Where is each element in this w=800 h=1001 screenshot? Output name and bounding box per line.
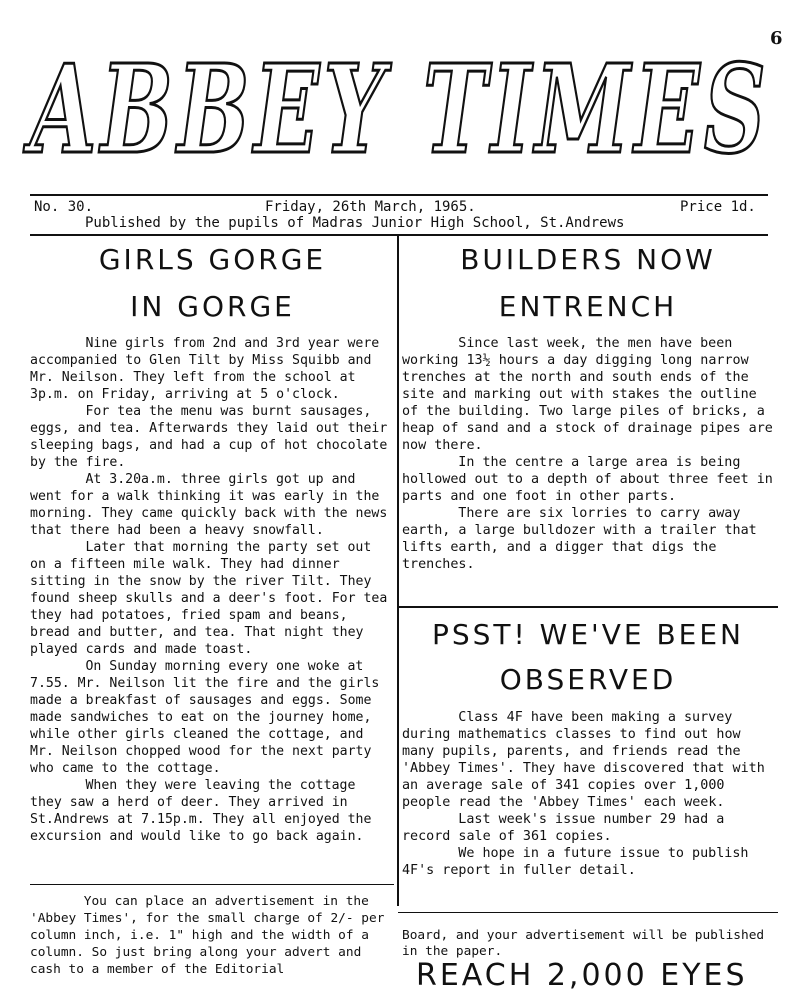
paragraph: Later that morning the party set out on a fifteen mile walk. They had dinner sitting in the snow by the river Tilt. They found sheep skulls and a deer's foot. For tea they had potatoes, fried spam and beans, bread and butter, and tea. That night they played cards and made toast. bbox=[30, 540, 388, 657]
top-rule bbox=[30, 194, 768, 196]
paragraph: Class 4F have been making a survey during mathematics classes to find out how many pupils, parents, and friends read the 'Abbey Times'. They have discovered that with an average sale of 341 copies over 1,000 people read the 'Abbey Times' each week. bbox=[402, 710, 765, 810]
headline-observed-line1: PSST! WE'VE BEEN bbox=[431, 618, 745, 651]
article-builders bbox=[402, 243, 774, 573]
masthead bbox=[0, 40, 800, 170]
page-number: 6 bbox=[770, 28, 783, 49]
article-builders-body bbox=[402, 335, 774, 573]
advert-slogan: REACH 2,000 EYES bbox=[416, 958, 748, 993]
advert-paragraph: You can place an advertisement in the 'Abbey Times', for the small charge of 2/- per column inch, i.e. 1" high and the width of a column. So just bring along your advert and cash to a member of the Editorial bbox=[30, 894, 385, 977]
article-girls bbox=[30, 243, 395, 845]
masthead-title: ABBEY TIMES bbox=[22, 40, 770, 170]
issue-date: Friday, 26th March, 1965. bbox=[265, 199, 476, 215]
paragraph: At 3.20a.m. three girls got up and went for a walk thinking it was early in the morning. They came quickly back with the news that there had been a heavy snowfall. bbox=[30, 472, 388, 538]
paragraph: When they were leaving the cottage they saw a herd of deer. They arrived in St.Andrews at 7.15p.m. They all enjoyed the excursion and would like to go back again. bbox=[30, 778, 372, 844]
headline-girls-line1: GIRLS GORGE bbox=[98, 243, 327, 276]
article-observed bbox=[402, 618, 774, 879]
paragraph: Since last week, the men have been working 13½ hours a day digging long narrow trenches at the north and south ends of the site and marking out with stakes the outline of the building. Two large piles of bricks, a heap of sand and a stock of drainage pipes are now there. bbox=[402, 336, 773, 453]
advert-rule bbox=[30, 884, 394, 885]
advert-paragraph: Board, and your advertisement will be published in the paper. bbox=[402, 928, 765, 959]
issue-price: Price 1d. bbox=[680, 199, 756, 215]
section-rule bbox=[398, 606, 778, 608]
paragraph: For tea the menu was burnt sausages, eggs, and tea. Afterwards they laid out their sleeping bags, and had a cup of hot chocolate by the fire. bbox=[30, 404, 388, 470]
column-divider bbox=[397, 236, 399, 906]
headline-girls-line2: IN GORGE bbox=[130, 290, 295, 323]
observed-rule bbox=[398, 912, 778, 913]
paragraph: Last week's issue number 29 had a record sale of 361 copies. bbox=[402, 812, 725, 844]
headline-builders-line2: ENTRENCH bbox=[498, 290, 678, 323]
paragraph: In the centre a large area is being hollowed out to a depth of about three feet in parts and one foot in other parts. bbox=[402, 455, 773, 504]
paragraph: On Sunday morning every one woke at 7.55. Mr. Neilson lit the fire and the girls made a breakfast of sausages and eggs. Some made sandwiches to eat on the journey home, while other girls cleaned the cottage, and Mr. Neilson chopped wood for the next party who came to the cottage. bbox=[30, 659, 380, 776]
paragraph: Nine girls from 2nd and 3rd year were accompanied to Glen Tilt by Miss Squibb and Mr. Neilson. They left from the school at 3p.m. on Friday, arriving at 5 o'clock. bbox=[30, 336, 380, 402]
article-observed-body bbox=[402, 709, 774, 879]
paragraph: We hope in a future issue to publish 4F's report in fuller detail. bbox=[402, 846, 749, 878]
advert-text-right bbox=[402, 928, 774, 960]
publisher-line: Published by the pupils of Madras Junior High School, St.Andrews bbox=[85, 215, 625, 231]
headline-builders-line1: BUILDERS NOW bbox=[460, 243, 716, 276]
paragraph: There are six lorries to carry away earth, a large bulldozer with a trailer that lifts earth, and a digger that digs the trenches. bbox=[402, 506, 757, 572]
masthead-logo bbox=[0, 40, 800, 170]
advert-text-left bbox=[30, 893, 392, 978]
header-rule bbox=[30, 234, 768, 236]
issue-number: No. 30. bbox=[34, 199, 94, 215]
headline-observed-line2: OBSERVED bbox=[499, 663, 677, 696]
article-girls-body bbox=[30, 335, 395, 845]
